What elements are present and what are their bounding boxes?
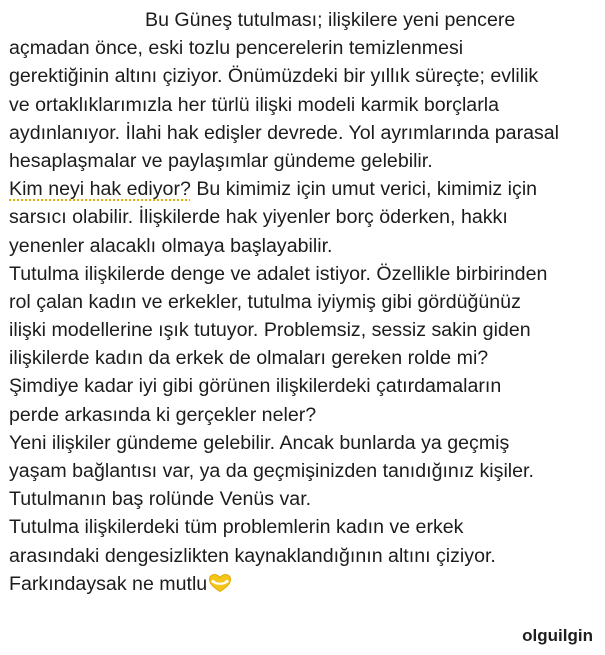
text-line-last <box>9 570 599 598</box>
text-line: açmadan önce, eski tozlu pencerelerin temizlenmesi <box>9 37 464 60</box>
text-line: sarsıcı olabilir. İlişkilerde hak yiyenler borç öderken, hakkı <box>9 206 508 229</box>
text-line: gerektiğinin altını çiziyor. Önümüzdeki bir yıllık süreçte; evlilik <box>9 65 539 88</box>
text-line: Tutulma ilişkilerde denge ve adalet istiyor. Özellikle birbirinden <box>9 262 548 285</box>
author-signature: olguilgin <box>522 626 593 645</box>
text-line: perde arkasında ki gerçekler neler? <box>9 403 317 426</box>
text-line: Yeni ilişkiler gündeme gelebilir. Ancak bunlarda ya geçmiş <box>9 431 510 454</box>
text-line: arasındaki dengesizlikten kaynaklandığının altını çiziyor. <box>9 544 496 567</box>
text-line <box>9 175 599 203</box>
text-line: aydınlanıyor. İlahi hak edişler devrede. Yol ayrımlarında parasal <box>9 121 560 144</box>
text-line: yenenler alacaklı olmaya başlayabilir. <box>9 234 333 257</box>
text-line: Şimdiye kadar iyi gibi görünen ilişkilerdeki çatırdamaların <box>9 375 502 398</box>
text-line: rol çalan kadın ve erkekler, tutulma iyiymiş gibi gördüğünüz <box>9 290 521 313</box>
text-line: yaşam bağlantısı var, ya da geçmişinizden tanıdığınız kişiler. <box>9 460 534 482</box>
text-line: hesaplaşmalar ve paylaşımlar gündeme gelebilir. <box>9 149 433 172</box>
text-line: ve ortaklıklarımızla her türlü ilişki modeli karmik borçlarla <box>9 93 499 116</box>
closing-text: Farkındaysak ne mutlu <box>9 572 208 595</box>
text-line: ilişkilerde kadın da erkek de olmaları gereken rolde mi? <box>9 347 489 370</box>
text-line: ilişki modellerine ışık tutuyor. Problemsiz, sessiz sakin giden <box>9 319 531 342</box>
spellcheck-underlined-phrase[interactable]: Kim neyi hak ediyor? <box>9 178 191 201</box>
document-body <box>9 6 599 598</box>
text-line: Tutulma ilişkilerdeki tüm problemlerin kadın ve erkek <box>9 516 464 539</box>
hugging-heart-icon <box>208 573 232 601</box>
text-line: Tutulmanın baş rolünde Venüs var. <box>9 488 312 511</box>
text-line-rest: Bu kimimiz için umut verici, kimimiz için <box>190 178 538 201</box>
text-line: Bu Güneş tutulması; ilişkilere yeni pencere <box>145 9 516 31</box>
